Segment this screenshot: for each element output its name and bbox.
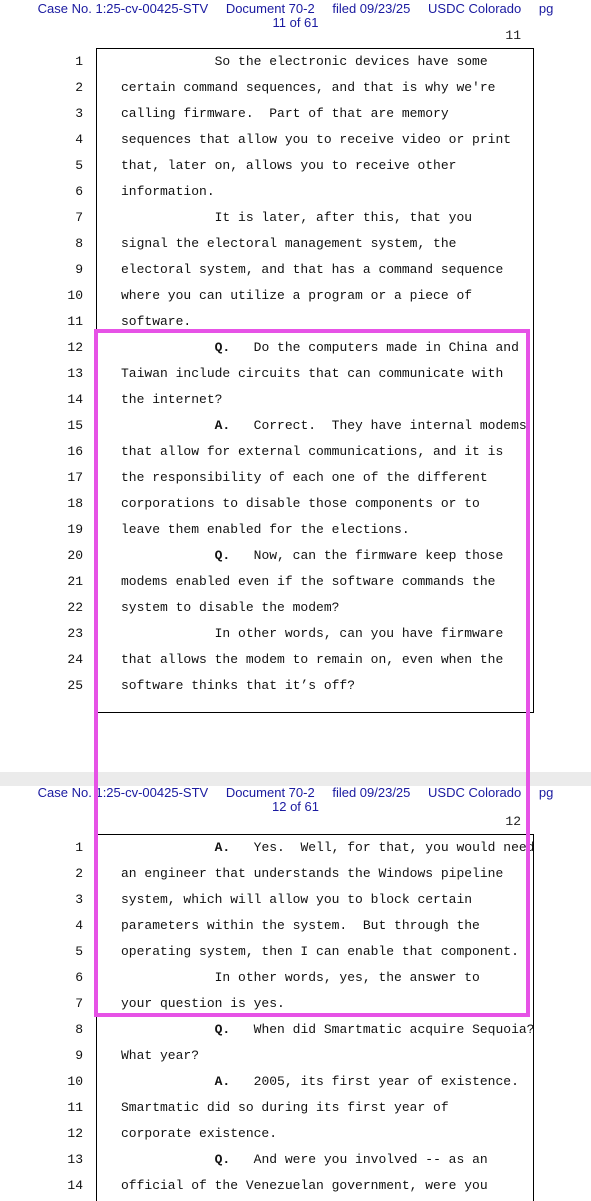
line-content: corporate existence. xyxy=(121,1126,278,1141)
speaker-label: Q. xyxy=(214,1022,231,1037)
line-number: 11 xyxy=(67,1100,83,1115)
transcript-line xyxy=(67,647,533,673)
transcript-line xyxy=(75,127,533,153)
speaker-label: A. xyxy=(214,418,231,433)
line-text xyxy=(121,49,488,75)
transcript-line xyxy=(67,361,533,387)
transcript-line xyxy=(67,283,533,309)
line-text xyxy=(121,595,339,621)
line-text xyxy=(121,413,527,439)
line-content: signal the electoral management system, the xyxy=(121,236,457,251)
line-text xyxy=(121,543,503,569)
line-number: 6 xyxy=(75,970,83,985)
line-content: information. xyxy=(121,184,215,199)
line-number: 1 xyxy=(75,840,83,855)
line-text xyxy=(121,1121,277,1147)
transcript-line xyxy=(67,413,533,439)
page-of-total: 12 of 61 xyxy=(272,799,319,814)
transcript-line xyxy=(67,491,533,517)
transcript-page-number: 12 xyxy=(505,814,521,829)
line-text xyxy=(121,991,285,1017)
line-text xyxy=(121,491,480,517)
line-content: that allows the modem to remain on, even when the xyxy=(121,652,504,667)
line-text xyxy=(121,1173,488,1199)
line-content: Smartmatic did so during its first year of xyxy=(121,1100,449,1115)
line-content: modems enabled even if the software commands the xyxy=(121,574,496,589)
line-content: system to disable the modem? xyxy=(121,600,340,615)
line-number: 19 xyxy=(67,522,83,537)
line-text xyxy=(121,439,503,465)
transcript-line xyxy=(67,1121,533,1147)
line-number: 23 xyxy=(67,626,83,641)
transcript-line xyxy=(67,1147,533,1173)
line-content: calling firmware. Part of that are memory xyxy=(121,106,449,121)
line-content: corporations to disable those components or to xyxy=(121,496,480,511)
line-number: 17 xyxy=(67,470,83,485)
line-text xyxy=(121,179,215,205)
line-number: 12 xyxy=(67,1126,83,1141)
transcript-line xyxy=(75,75,533,101)
line-text xyxy=(121,621,503,647)
line-content: official of the Venezuelan government, were you xyxy=(121,1178,488,1193)
line-number: 2 xyxy=(75,866,83,881)
line-content: Now, can the firmware keep those xyxy=(230,548,504,563)
transcript-line xyxy=(67,673,533,699)
line-text xyxy=(121,569,495,595)
line-content: where you can utilize a program or a piece of xyxy=(121,288,473,303)
line-text xyxy=(121,335,519,361)
transcript-line xyxy=(75,231,533,257)
line-number: 13 xyxy=(67,366,83,381)
line-text xyxy=(121,861,503,887)
transcript-page-number: 11 xyxy=(505,28,521,43)
line-number: 9 xyxy=(75,262,83,277)
transcript-line xyxy=(75,861,533,887)
line-number: 1 xyxy=(75,54,83,69)
line-number: 24 xyxy=(67,652,83,667)
line-content: And were you involved -- as an xyxy=(230,1152,488,1167)
transcript-body xyxy=(67,834,535,1201)
line-text xyxy=(121,465,488,491)
line-text xyxy=(121,647,503,673)
line-text xyxy=(121,75,495,101)
line-text xyxy=(121,965,480,991)
line-text xyxy=(121,205,472,231)
line-number: 3 xyxy=(75,892,83,907)
line-text xyxy=(121,231,456,257)
pg-label: pg xyxy=(538,1,554,16)
court-name: USDC Colorado xyxy=(428,785,522,800)
line-content: 2005, its first year of existence. xyxy=(230,1074,519,1089)
transcript-line xyxy=(75,1043,533,1069)
line-number: 14 xyxy=(67,1178,83,1193)
transcript-line xyxy=(67,387,533,413)
line-text xyxy=(121,835,534,861)
transcript-line xyxy=(75,913,533,939)
transcript-line xyxy=(75,179,533,205)
transcript-line xyxy=(75,49,533,75)
case-header xyxy=(0,2,591,30)
line-number: 13 xyxy=(67,1152,83,1167)
line-content: operating system, then I can enable that component. xyxy=(121,944,519,959)
document-number: Document 70-2 xyxy=(225,785,315,800)
line-text xyxy=(121,1147,488,1173)
line-number: 2 xyxy=(75,80,83,95)
transcript-line xyxy=(75,887,533,913)
page-separator xyxy=(0,772,591,786)
pg-label: pg xyxy=(538,785,554,800)
line-content: that allow for external communications, and it is xyxy=(121,444,504,459)
transcript-line xyxy=(75,965,533,991)
line-text xyxy=(121,1043,199,1069)
line-number: 12 xyxy=(67,340,83,355)
line-number: 9 xyxy=(75,1048,83,1063)
filed-date: filed 09/23/25 xyxy=(332,1,411,16)
speaker-label: Q. xyxy=(214,548,231,563)
transcript-line xyxy=(75,257,533,283)
speaker-label: A. xyxy=(214,840,231,855)
transcript-line xyxy=(67,1095,533,1121)
case-number: Case No. 1:25-cv-00425-STV xyxy=(37,785,209,800)
line-text xyxy=(121,517,410,543)
line-text xyxy=(121,283,472,309)
line-content: Do the computers made in China and xyxy=(230,340,519,355)
line-number: 21 xyxy=(67,574,83,589)
line-content: system, which will allow you to block certain xyxy=(121,892,473,907)
line-content: leave them enabled for the elections. xyxy=(121,522,410,537)
line-content: It is later, after this, that you xyxy=(121,210,473,225)
line-content: When did Smartmatic acquire Sequoia? xyxy=(230,1022,535,1037)
line-number: 16 xyxy=(67,444,83,459)
line-content: your question is yes. xyxy=(121,996,285,1011)
line-content: that, later on, allows you to receive other xyxy=(121,158,457,173)
transcript-line xyxy=(75,991,533,1017)
line-text xyxy=(121,127,511,153)
transcript-line xyxy=(67,439,533,465)
transcript-line xyxy=(67,1173,533,1199)
transcript-line xyxy=(67,1069,533,1095)
transcript-line xyxy=(75,205,533,231)
line-content: sequences that allow you to receive video or print xyxy=(121,132,512,147)
line-content: parameters within the system. But through the xyxy=(121,918,480,933)
line-number: 7 xyxy=(75,996,83,1011)
line-content: What year? xyxy=(121,1048,200,1063)
line-content: electoral system, and that has a command sequence xyxy=(121,262,504,277)
line-number: 14 xyxy=(67,392,83,407)
line-content: Correct. They have internal modems xyxy=(230,418,527,433)
line-content: the responsibility of each one of the different xyxy=(121,470,488,485)
line-content: In other words, yes, the answer to xyxy=(121,970,480,985)
line-number: 5 xyxy=(75,158,83,173)
line-text xyxy=(121,887,472,913)
case-header xyxy=(0,786,591,814)
line-number: 5 xyxy=(75,944,83,959)
transcript-line xyxy=(67,335,533,361)
line-text xyxy=(121,1017,534,1043)
line-content: software thinks that it’s off? xyxy=(121,678,356,693)
line-number: 20 xyxy=(67,548,83,563)
line-number: 4 xyxy=(75,918,83,933)
line-number: 3 xyxy=(75,106,83,121)
filed-date: filed 09/23/25 xyxy=(332,785,411,800)
speaker-label: Q. xyxy=(214,1152,231,1167)
line-number: 10 xyxy=(67,1074,83,1089)
line-number: 10 xyxy=(67,288,83,303)
line-number: 11 xyxy=(67,314,83,329)
line-number: 4 xyxy=(75,132,83,147)
line-text xyxy=(121,1069,519,1095)
line-text xyxy=(121,361,503,387)
line-content: software. xyxy=(121,314,192,329)
line-number: 15 xyxy=(67,418,83,433)
transcript-line xyxy=(75,101,533,127)
transcript-line xyxy=(67,621,533,647)
transcript-line xyxy=(67,569,533,595)
document-number: Document 70-2 xyxy=(225,1,315,16)
line-text xyxy=(121,257,503,283)
transcript-line xyxy=(75,939,533,965)
transcript-line xyxy=(75,1017,535,1043)
line-text xyxy=(121,101,449,127)
line-content: certain command sequences, and that is why we're xyxy=(121,80,496,95)
transcript-line xyxy=(67,595,533,621)
transcript-body xyxy=(67,48,534,713)
line-content: the internet? xyxy=(121,392,223,407)
line-content: Yes. Well, for that, you would need xyxy=(230,840,535,855)
line-number: 18 xyxy=(67,496,83,511)
transcript-line xyxy=(75,153,533,179)
line-content: an engineer that understands the Windows pipeline xyxy=(121,866,504,881)
transcript-line xyxy=(67,309,533,335)
line-number: 6 xyxy=(75,184,83,199)
page-of-total: 11 of 61 xyxy=(272,15,319,30)
speaker-label: Q. xyxy=(214,340,231,355)
line-number: 8 xyxy=(75,1022,83,1037)
line-content: In other words, can you have firmware xyxy=(121,626,504,641)
speaker-label: A. xyxy=(214,1074,231,1089)
transcript-line xyxy=(67,517,533,543)
line-text xyxy=(121,387,222,413)
line-number: 8 xyxy=(75,236,83,251)
line-number: 25 xyxy=(67,678,83,693)
court-name: USDC Colorado xyxy=(428,1,522,16)
line-number: 22 xyxy=(67,600,83,615)
line-number: 7 xyxy=(75,210,83,225)
transcript-line xyxy=(67,543,533,569)
line-content: Taiwan include circuits that can communicate with xyxy=(121,366,504,381)
line-text xyxy=(121,153,456,179)
line-text xyxy=(121,913,480,939)
line-text xyxy=(121,939,519,965)
transcript-line xyxy=(75,835,535,861)
case-number: Case No. 1:25-cv-00425-STV xyxy=(37,1,209,16)
line-content: So the electronic devices have some xyxy=(121,54,488,69)
line-text xyxy=(121,1095,449,1121)
line-text xyxy=(121,673,355,699)
line-text xyxy=(121,309,191,335)
transcript-line xyxy=(67,465,533,491)
